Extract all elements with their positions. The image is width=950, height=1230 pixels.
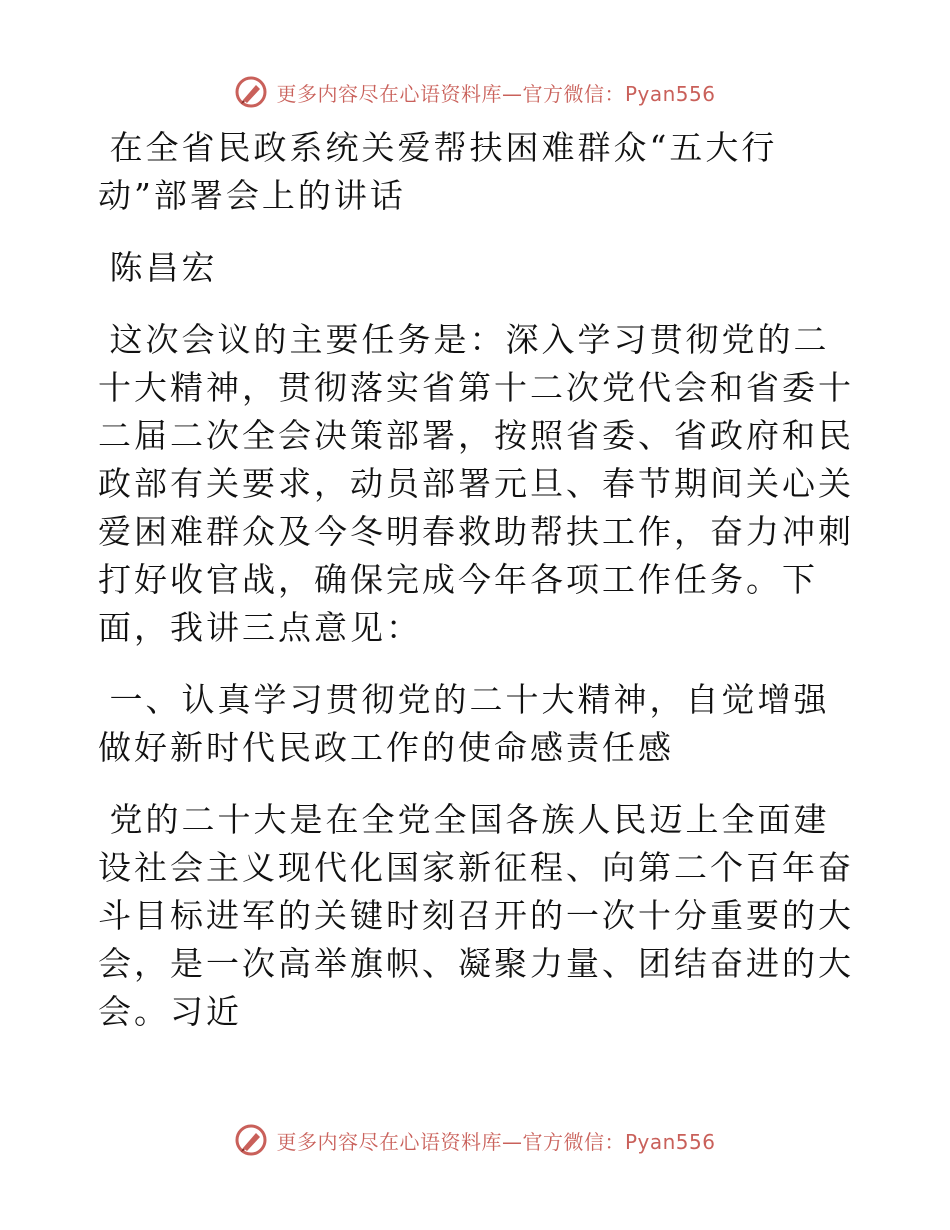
paragraph-intro: 这次会议的主要任务是：深入学习贯彻党的二十大精神，贯彻落实省第十二次党代会和省委十二届二次全会决策部署，按照省委、省政府和民政部有关要求，动员部署元旦、春节期间关心关爱困难群众及今冬明春救助帮扶工作，奋力冲刺打好收官战，确保完成今年各项工作任务。下面，我讲三点意见：	[98, 320, 854, 647]
title-line-2: 动”部署会上的讲话	[98, 176, 406, 215]
title-line-1: 在全省民政系统关爱帮扶困难群众“五大行	[109, 128, 778, 167]
pen-logo-icon	[234, 75, 268, 109]
author-name: 陈昌宏	[109, 248, 218, 287]
document-title	[98, 124, 858, 220]
pen-logo-icon	[234, 1123, 268, 1157]
watermark-text: 更多内容尽在心语资料库—官方微信：Pyan556	[276, 1129, 716, 1154]
paragraph-body: 党的二十大是在全党全国各族人民迈上全面建设社会主义现代化国家新征程、向第二个百年奋斗目标进军的关键时刻召开的一次十分重要的大会，是一次高举旗帜、凝聚力量、团结奋进的大会。习近	[98, 800, 854, 1031]
document-body	[98, 124, 858, 1060]
header-watermark	[0, 72, 950, 112]
footer-watermark	[0, 1120, 950, 1160]
watermark-text: 更多内容尽在心语资料库—官方微信：Pyan556	[276, 81, 716, 106]
section-heading-1: 一、认真学习贯彻党的二十大精神，自觉增强做好新时代民政工作的使命感责任感	[98, 680, 830, 767]
